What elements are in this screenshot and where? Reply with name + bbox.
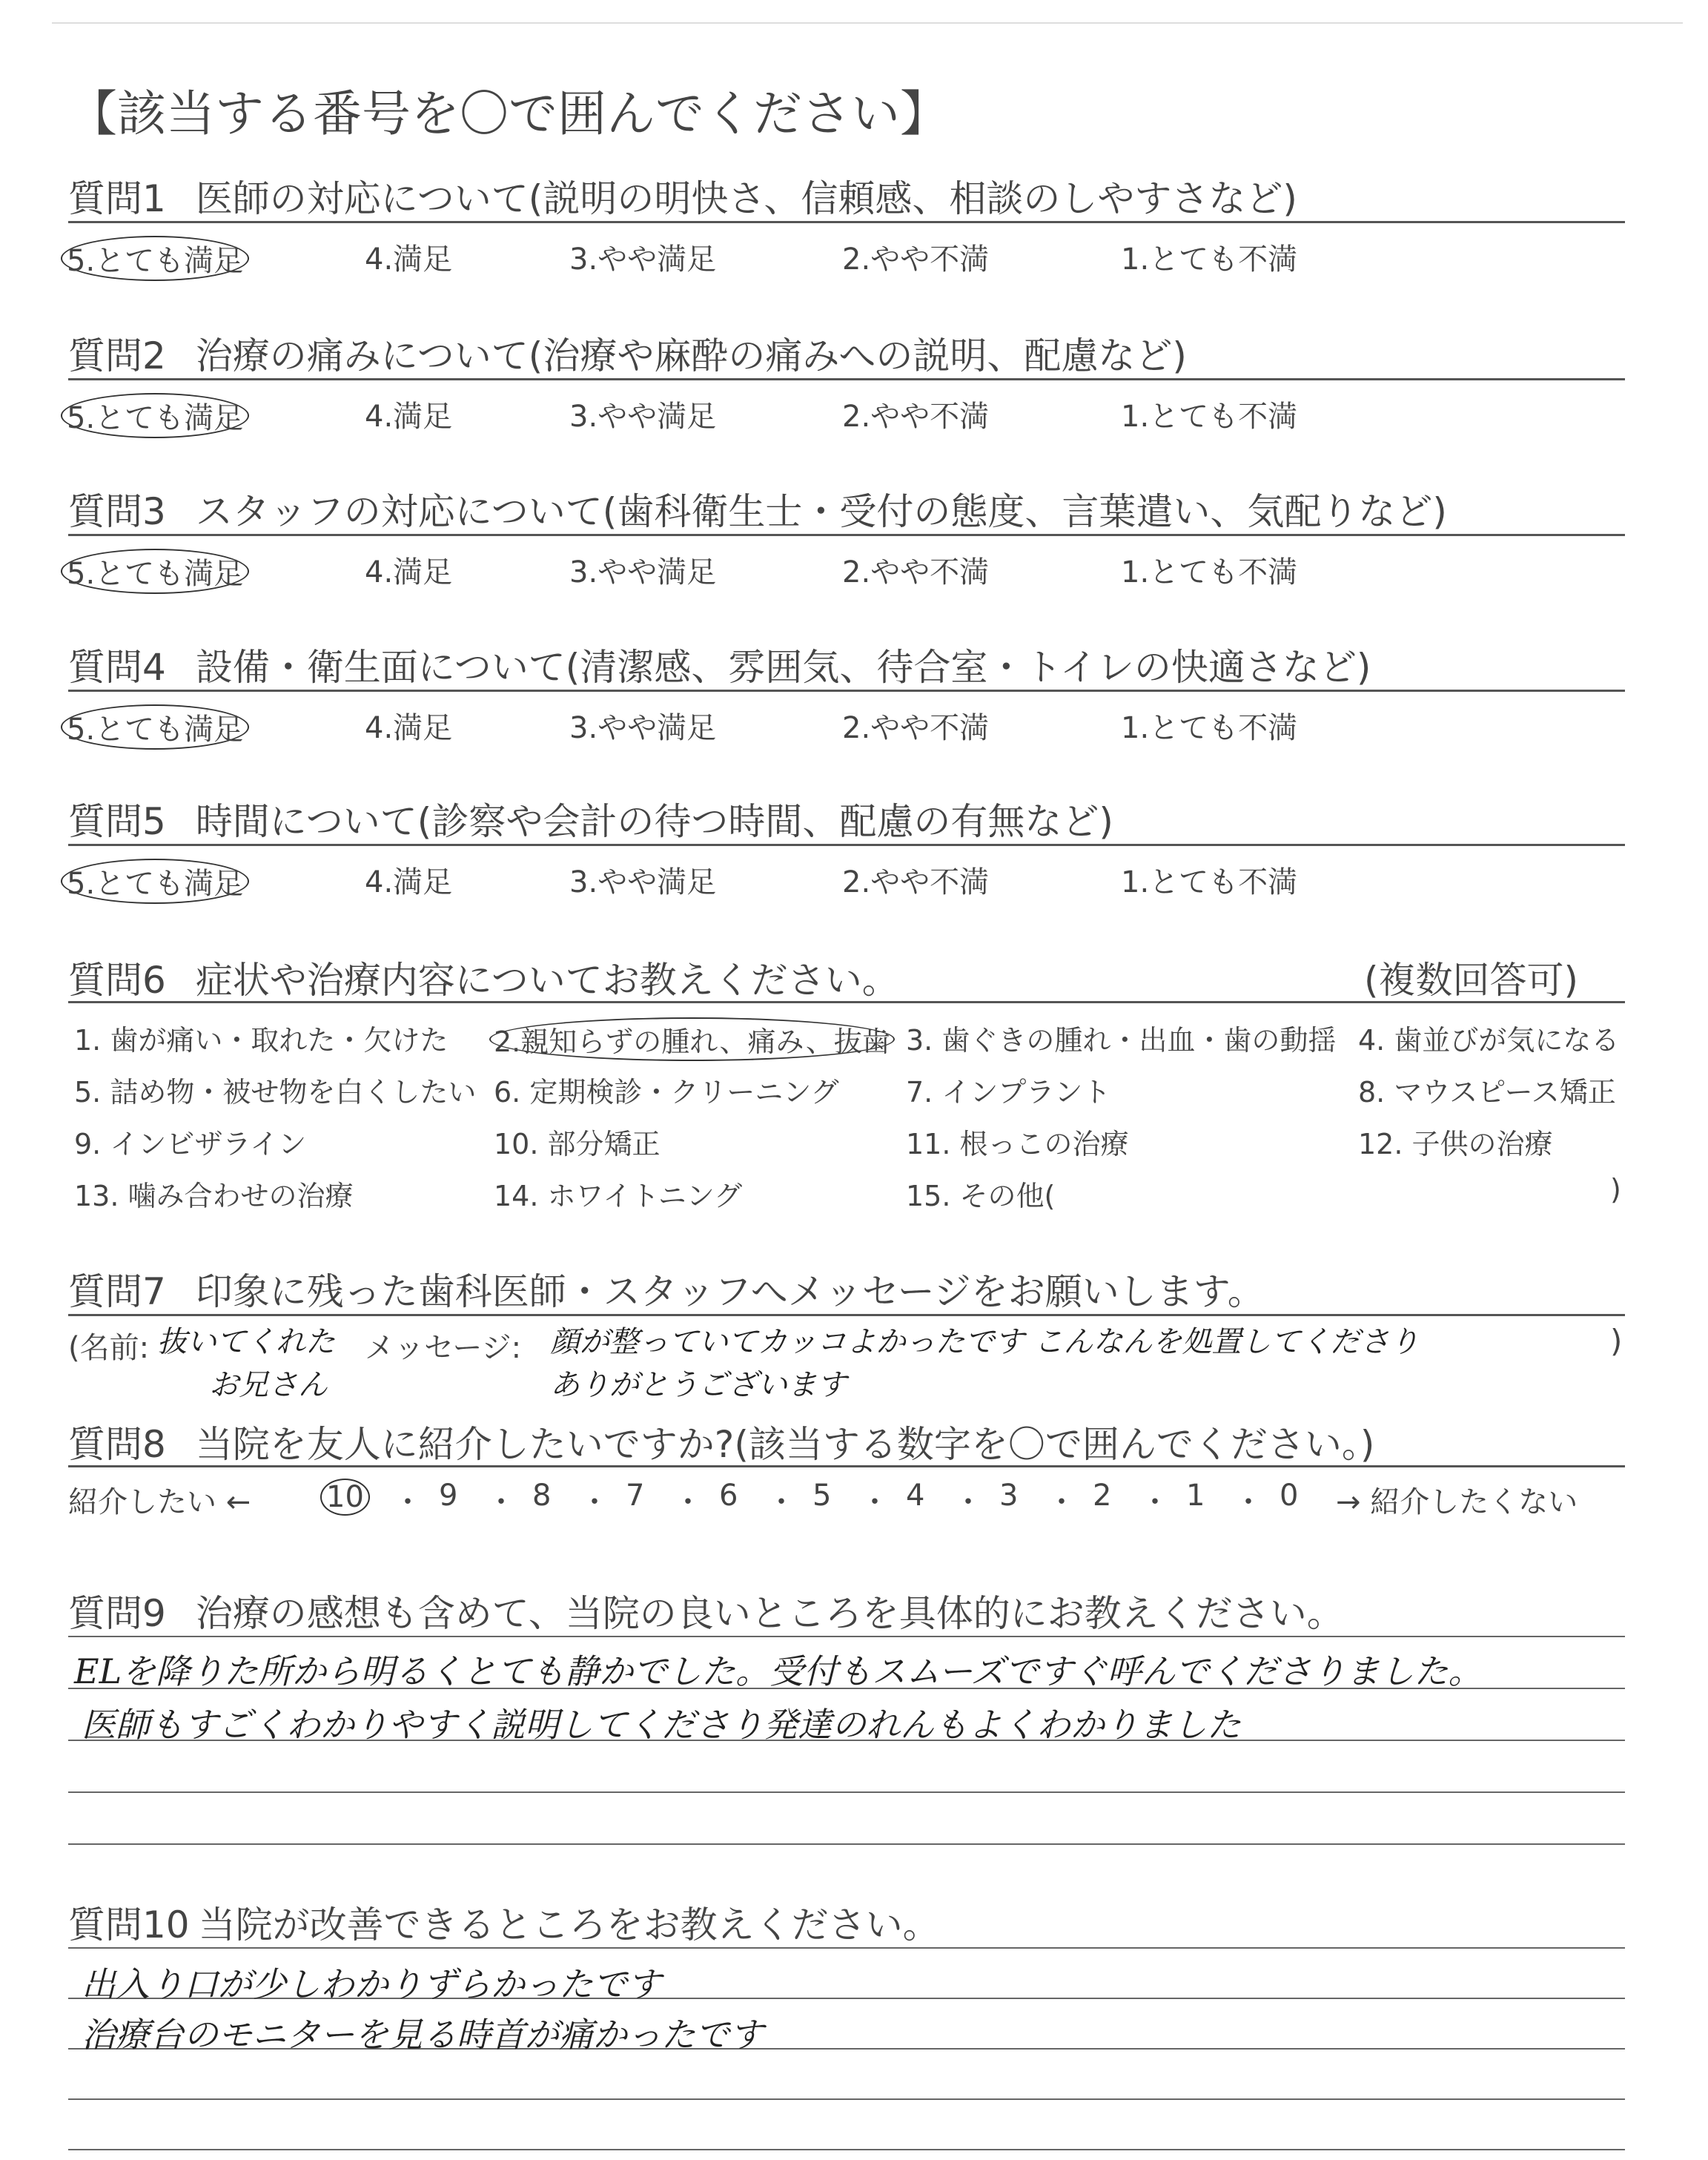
q5-option-3[interactable]: 3.やや満足	[569, 865, 717, 899]
q6-option-15[interactable]: 15. その他(	[906, 1180, 1056, 1212]
q3-option-5[interactable]: 5.とても満足	[61, 549, 249, 594]
q1-option-5[interactable]: 5.とても満足	[61, 236, 249, 281]
top-border	[52, 22, 1683, 24]
q5-option-1[interactable]: 1.とても不満	[1121, 865, 1298, 899]
q10-answer-line-2: 治療台のモニターを見る時首が痛かったです	[82, 2015, 764, 2055]
question-2-rule	[68, 378, 1625, 380]
q9-answer-line-2: 医師もすごくわかりやすく説明してくださり発達のれんもよくわかりました	[82, 1705, 1241, 1745]
q6-option-8[interactable]: 8. マウスピース矯正	[1358, 1076, 1616, 1109]
q4-option-4[interactable]: 4.満足	[365, 711, 453, 745]
question-5-number: 質問5	[68, 800, 166, 843]
q2-option-3[interactable]: 3.やや満足	[569, 400, 717, 434]
q4-option-5[interactable]: 5.とても満足	[61, 704, 249, 750]
q8-scale-value-7[interactable]: 7	[626, 1479, 645, 1513]
q1-option-4[interactable]: 4.満足	[365, 242, 453, 277]
q8-scale-value-6[interactable]: 6	[719, 1479, 738, 1513]
question-1	[68, 169, 1297, 222]
q2-option-5[interactable]: 5.とても満足	[61, 393, 249, 438]
q3-option-4[interactable]: 4.満足	[365, 555, 453, 589]
q9-line-5	[68, 1843, 1625, 1845]
q2-option-2[interactable]: 2.やや不満	[842, 400, 990, 434]
q6-option-1[interactable]: 1. 歯が痛い・取れた・欠けた	[74, 1024, 448, 1057]
q8-scale-value-9[interactable]: 9	[439, 1479, 458, 1513]
q9-answer-line-1: ELを降りた所から明るくとても静かでした。受付もスムーズですぐ呼んでくださりました。	[74, 1651, 1483, 1691]
q6-option-3[interactable]: 3. 歯ぐきの腫れ・出血・歯の動揺	[906, 1024, 1337, 1057]
q6-option-2-label: 2.親知らずの腫れ、痛み、抜歯	[489, 1017, 895, 1061]
question-9-number: 質問9	[68, 1592, 166, 1635]
page-title: 【該当する番号を〇で囲んでください】	[68, 85, 949, 142]
q9-line-1	[68, 1636, 1625, 1637]
question-1-rule	[68, 221, 1625, 223]
q8-scale-value-5[interactable]: 5	[812, 1479, 832, 1513]
q7-message-2: ありがとうございます	[550, 1368, 847, 1402]
q6-option-10[interactable]: 10. 部分矯正	[494, 1128, 661, 1160]
q4-option-3[interactable]: 3.やや満足	[569, 711, 717, 745]
q8-scale-value-0[interactable]: 0	[1280, 1479, 1299, 1513]
question-7-number: 質問7	[68, 1270, 166, 1313]
q2-option-1[interactable]: 1.とても不満	[1121, 400, 1298, 434]
q1-option-2[interactable]: 2.やや不満	[842, 242, 990, 277]
q6-option-11[interactable]: 11. 根っこの治療	[906, 1128, 1129, 1160]
q8-scale-right-label: → 紹介したくない	[1336, 1485, 1578, 1519]
question-9-text: 治療の感想も含めて、当院の良いところを具体的にお教えください。	[195, 1592, 1344, 1635]
q6-option-5[interactable]: 5. 詰め物・被せ物を白くしたい	[74, 1076, 477, 1109]
q4-option-2[interactable]: 2.やや不満	[842, 711, 990, 745]
q8-scale-dot: ・	[486, 1485, 516, 1519]
q6-option-14[interactable]: 14. ホワイトニング	[494, 1180, 743, 1212]
q8-scale-dot: ・	[860, 1485, 890, 1519]
q8-scale-dot: ・	[1234, 1485, 1263, 1519]
q8-scale-dot: ・	[1047, 1485, 1076, 1519]
question-5-text: 時間について(診察や会計の待つ時間、配慮の有無など)	[195, 800, 1113, 843]
q8-scale-dot: ・	[767, 1485, 796, 1519]
q10-line-1	[68, 1947, 1625, 1949]
question-10	[68, 1895, 940, 1949]
question-9	[68, 1584, 1344, 1637]
q8-scale-dot: ・	[580, 1485, 609, 1519]
question-4-rule	[68, 690, 1625, 692]
q6-option-7[interactable]: 7. インプラント	[906, 1076, 1111, 1109]
q6-option-2[interactable]	[489, 1017, 895, 1061]
question-3-rule	[68, 534, 1625, 536]
question-10-text: 当院が改善できるところをお教えください。	[198, 1903, 940, 1946]
q8-scale-value-3[interactable]: 3	[999, 1479, 1019, 1513]
q6-option-9[interactable]: 9. インビザライン	[74, 1128, 307, 1160]
q7-message-label: メッセージ:	[365, 1331, 522, 1365]
q3-option-1[interactable]: 1.とても不満	[1121, 555, 1298, 589]
question-6-note: (複数回答可)	[1364, 959, 1579, 1002]
q1-option-3[interactable]: 3.やや満足	[569, 242, 717, 277]
q8-scale-value-1[interactable]: 1	[1186, 1479, 1205, 1513]
question-3-text: スタッフの対応について(歯科衛生士・受付の態度、言葉遣い、気配りなど)	[195, 490, 1447, 533]
question-4-text: 設備・衛生面について(清潔感、雰囲気、待合室・トイレの快適さなど)	[195, 646, 1371, 689]
question-1-number: 質問1	[68, 177, 166, 220]
q8-scale-left-label: 紹介したい ←	[68, 1485, 251, 1519]
question-1-text: 医師の対応について(説明の明快さ、信頼感、相談のしやすさなど)	[195, 177, 1297, 220]
q7-name-label: (名前:	[68, 1331, 150, 1365]
question-6-rule	[68, 1001, 1625, 1003]
q7-message-1: 顔が整っていてカッコよかったです こんなんを処置してくださり	[550, 1325, 1420, 1359]
q6-option-15-close: )	[1610, 1173, 1621, 1206]
q8-scale-value-10-label: 10	[320, 1479, 370, 1516]
q8-scale-dot: ・	[1140, 1485, 1170, 1519]
question-8-number: 質問8	[68, 1423, 166, 1466]
question-2-text: 治療の痛みについて(治療や麻酔の痛みへの説明、配慮など)	[195, 334, 1187, 377]
q6-option-6[interactable]: 6. 定期検診・クリーニング	[494, 1076, 839, 1109]
question-3	[68, 482, 1447, 535]
question-4	[68, 638, 1371, 691]
q10-line-4	[68, 2098, 1625, 2100]
question-5	[68, 792, 1113, 845]
question-7-text: 印象に残った歯科医師・スタッフへメッセージをお願いします。	[195, 1270, 1265, 1313]
question-5-rule	[68, 844, 1625, 846]
q6-option-4[interactable]: 4. 歯並びが気になる	[1358, 1024, 1620, 1057]
q5-option-4[interactable]: 4.満足	[365, 865, 453, 899]
question-7-rule	[68, 1314, 1625, 1316]
question-6-text: 症状や治療内容についてお教えください。	[195, 959, 899, 1002]
q5-option-5[interactable]: 5.とても満足	[61, 859, 249, 904]
q10-answer-line-1: 出入り口が少しわかりずらかったです	[82, 1964, 661, 2004]
q3-option-2[interactable]: 2.やや不満	[842, 555, 990, 589]
q8-scale-value-4[interactable]: 4	[906, 1479, 925, 1513]
question-6	[68, 951, 899, 1004]
q8-scale-dot: ・	[393, 1485, 423, 1519]
q1-option-1[interactable]: 1.とても不満	[1121, 242, 1298, 277]
q6-option-12[interactable]: 12. 子供の治療	[1358, 1128, 1553, 1160]
q4-option-1[interactable]: 1.とても不満	[1121, 711, 1298, 745]
q8-scale-value-8[interactable]: 8	[532, 1479, 552, 1513]
q8-scale-dot: ・	[673, 1485, 703, 1519]
q7-name-value-2: お兄さん	[209, 1368, 328, 1402]
q7-close-paren: )	[1610, 1323, 1623, 1359]
q8-scale-dot: ・	[953, 1485, 983, 1519]
question-7	[68, 1262, 1265, 1315]
question-3-number: 質問3	[68, 490, 166, 533]
question-2	[68, 326, 1187, 380]
q9-line-4	[68, 1791, 1625, 1793]
question-2-number: 質問2	[68, 334, 166, 377]
question-6-number: 質問6	[68, 959, 166, 1002]
question-8-text: 当院を友人に紹介したいですか?(該当する数字を〇で囲んでください。)	[195, 1423, 1375, 1466]
q2-option-4[interactable]: 4.満足	[365, 400, 453, 434]
q7-name-value-1: 抜いてくれた	[157, 1325, 335, 1359]
q6-option-13[interactable]: 13. 噛み合わせの治療	[74, 1180, 354, 1212]
q3-option-3[interactable]: 3.やや満足	[569, 555, 717, 589]
question-8-rule	[68, 1465, 1625, 1467]
question-8	[68, 1415, 1374, 1468]
question-4-number: 質問4	[68, 646, 166, 689]
question-10-number: 質問10	[68, 1903, 190, 1946]
q10-line-5	[68, 2149, 1625, 2150]
q8-scale-value-2[interactable]: 2	[1093, 1479, 1112, 1513]
q5-option-2[interactable]: 2.やや不満	[842, 865, 990, 899]
